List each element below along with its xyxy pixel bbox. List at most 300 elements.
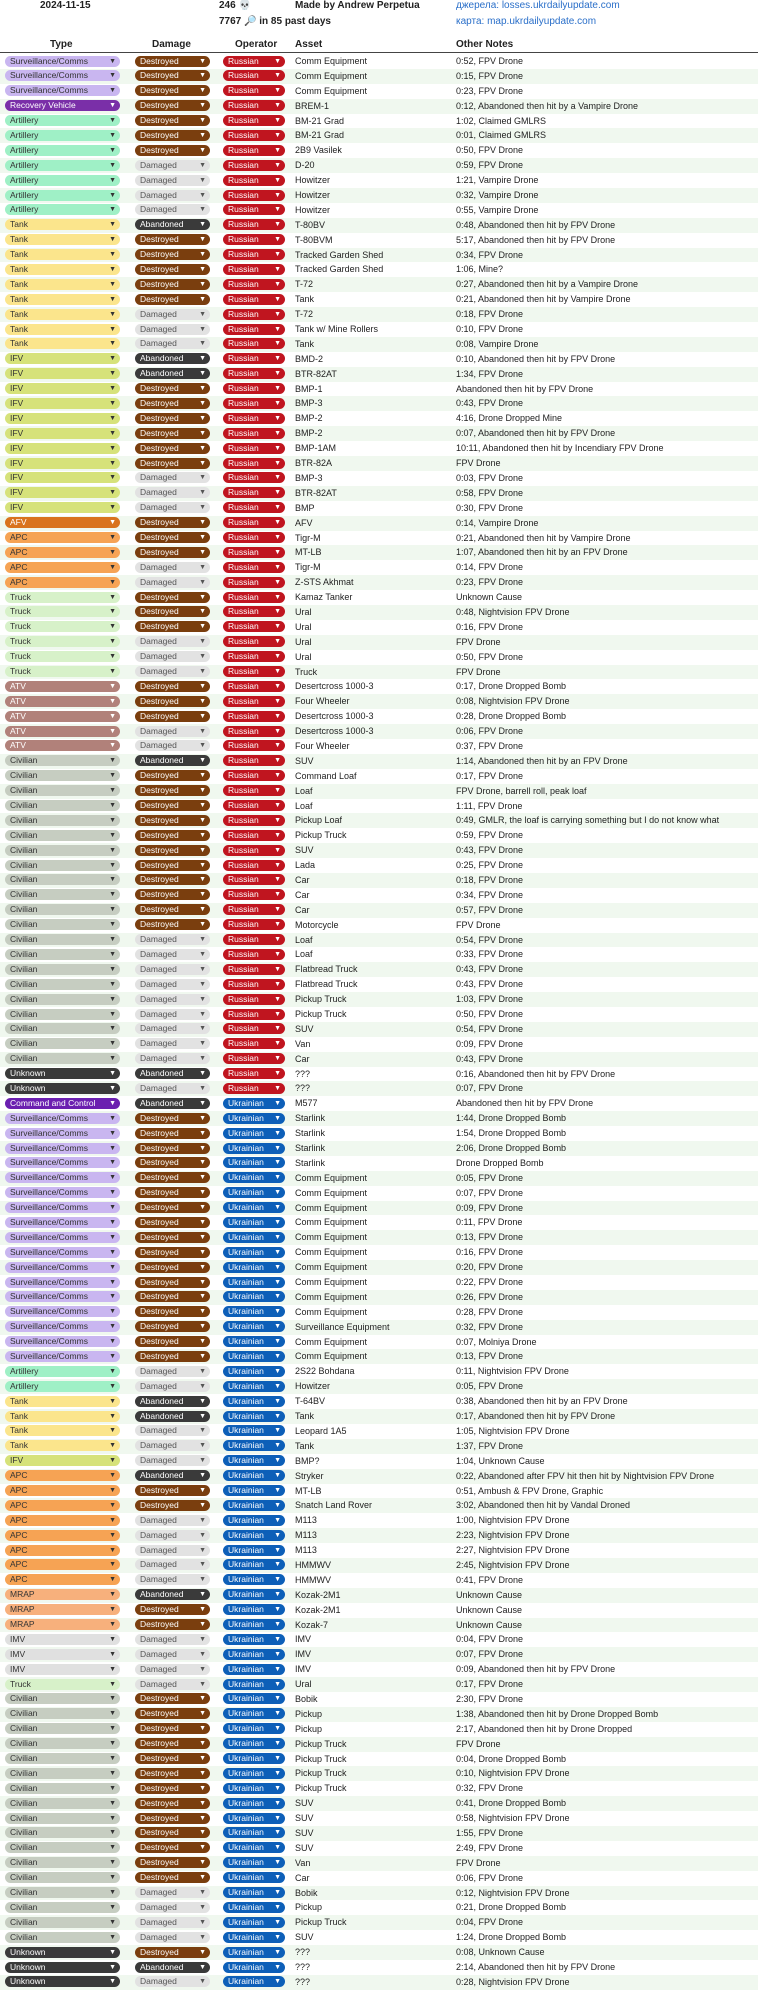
type-select[interactable] (5, 309, 120, 320)
damage-select[interactable] (135, 1157, 210, 1168)
type-select[interactable] (5, 234, 120, 245)
type-select[interactable] (5, 1485, 120, 1496)
damage-select[interactable] (135, 1530, 210, 1541)
damage-select[interactable] (135, 1515, 210, 1526)
damage-select[interactable] (135, 279, 210, 290)
type-select[interactable] (5, 979, 120, 990)
operator-select[interactable] (223, 234, 285, 245)
damage-select[interactable] (135, 800, 210, 811)
operator-select[interactable] (223, 1247, 285, 1258)
type-select[interactable] (5, 56, 120, 67)
type-select[interactable] (5, 1068, 120, 1079)
type-select[interactable] (5, 1604, 120, 1615)
damage-select[interactable] (135, 651, 210, 662)
damage-select[interactable] (135, 1113, 210, 1124)
operator-select[interactable] (223, 1321, 285, 1332)
operator-select[interactable] (223, 577, 285, 588)
operator-select[interactable] (223, 1798, 285, 1809)
operator-select[interactable] (223, 740, 285, 751)
damage-select[interactable] (135, 1679, 210, 1690)
type-select[interactable] (5, 800, 120, 811)
operator-select[interactable] (223, 190, 285, 201)
type-select[interactable] (5, 1932, 120, 1943)
type-select[interactable] (5, 1083, 120, 1094)
operator-select[interactable] (223, 860, 285, 871)
damage-select[interactable] (135, 100, 210, 111)
operator-select[interactable] (223, 1291, 285, 1302)
operator-select[interactable] (223, 383, 285, 394)
damage-select[interactable] (135, 264, 210, 275)
type-select[interactable] (5, 1798, 120, 1809)
damage-select[interactable] (135, 1827, 210, 1838)
type-select[interactable] (5, 1664, 120, 1675)
type-select[interactable] (5, 264, 120, 275)
operator-select[interactable] (223, 1217, 285, 1228)
operator-select[interactable] (223, 1351, 285, 1362)
damage-select[interactable] (135, 1381, 210, 1392)
damage-select[interactable] (135, 130, 210, 141)
type-select[interactable] (5, 1038, 120, 1049)
damage-select[interactable] (135, 175, 210, 186)
damage-select[interactable] (135, 1262, 210, 1273)
damage-select[interactable] (135, 1723, 210, 1734)
damage-select[interactable] (135, 1098, 210, 1109)
type-select[interactable] (5, 1277, 120, 1288)
operator-select[interactable] (223, 696, 285, 707)
operator-select[interactable] (223, 1023, 285, 1034)
type-select[interactable] (5, 517, 120, 528)
type-select[interactable] (5, 1738, 120, 1749)
col-damage-header[interactable]: Damage (152, 39, 191, 50)
type-select[interactable] (5, 279, 120, 290)
operator-select[interactable] (223, 1128, 285, 1139)
type-select[interactable] (5, 994, 120, 1005)
type-select[interactable] (5, 428, 120, 439)
operator-select[interactable] (223, 547, 285, 558)
damage-select[interactable] (135, 1306, 210, 1317)
operator-select[interactable] (223, 324, 285, 335)
operator-select[interactable] (223, 1604, 285, 1615)
operator-select[interactable] (223, 1649, 285, 1660)
operator-select[interactable] (223, 264, 285, 275)
damage-select[interactable] (135, 472, 210, 483)
type-select[interactable] (5, 1872, 120, 1883)
operator-select[interactable] (223, 815, 285, 826)
type-select[interactable] (5, 175, 120, 186)
type-select[interactable] (5, 1753, 120, 1764)
type-select[interactable] (5, 1113, 120, 1124)
damage-select[interactable] (135, 487, 210, 498)
operator-select[interactable] (223, 621, 285, 632)
damage-select[interactable] (135, 1649, 210, 1660)
damage-select[interactable] (135, 1574, 210, 1585)
operator-select[interactable] (223, 651, 285, 662)
damage-select[interactable] (135, 919, 210, 930)
type-select[interactable] (5, 1009, 120, 1020)
damage-select[interactable] (135, 443, 210, 454)
type-select[interactable] (5, 1768, 120, 1779)
operator-select[interactable] (223, 606, 285, 617)
damage-select[interactable] (135, 1277, 210, 1288)
operator-select[interactable] (223, 1753, 285, 1764)
operator-select[interactable] (223, 979, 285, 990)
damage-select[interactable] (135, 190, 210, 201)
operator-select[interactable] (223, 1381, 285, 1392)
type-select[interactable] (5, 1574, 120, 1585)
damage-select[interactable] (135, 1128, 210, 1139)
operator-select[interactable] (223, 204, 285, 215)
damage-select[interactable] (135, 115, 210, 126)
operator-select[interactable] (223, 785, 285, 796)
damage-select[interactable] (135, 234, 210, 245)
type-select[interactable] (5, 815, 120, 826)
type-select[interactable] (5, 1962, 120, 1973)
operator-select[interactable] (223, 755, 285, 766)
type-select[interactable] (5, 770, 120, 781)
operator-select[interactable] (223, 115, 285, 126)
operator-select[interactable] (223, 1545, 285, 1556)
damage-select[interactable] (135, 1917, 210, 1928)
type-select[interactable] (5, 1842, 120, 1853)
operator-select[interactable] (223, 1277, 285, 1288)
type-select[interactable] (5, 860, 120, 871)
operator-select[interactable] (223, 1813, 285, 1824)
operator-select[interactable] (223, 353, 285, 364)
type-select[interactable] (5, 487, 120, 498)
damage-select[interactable] (135, 458, 210, 469)
type-select[interactable] (5, 294, 120, 305)
type-select[interactable] (5, 219, 120, 230)
operator-select[interactable] (223, 1172, 285, 1183)
sources-link[interactable]: джерела: losses.ukrdailyupdate.com (456, 0, 620, 11)
type-select[interactable] (5, 1366, 120, 1377)
type-select[interactable] (5, 1723, 120, 1734)
type-select[interactable] (5, 160, 120, 171)
operator-select[interactable] (223, 1917, 285, 1928)
damage-select[interactable] (135, 815, 210, 826)
damage-select[interactable] (135, 145, 210, 156)
type-select[interactable] (5, 1619, 120, 1630)
damage-select[interactable] (135, 606, 210, 617)
damage-select[interactable] (135, 1396, 210, 1407)
damage-select[interactable] (135, 1798, 210, 1809)
type-select[interactable] (5, 472, 120, 483)
type-select[interactable] (5, 1440, 120, 1451)
operator-select[interactable] (223, 1098, 285, 1109)
operator-select[interactable] (223, 85, 285, 96)
damage-select[interactable] (135, 1738, 210, 1749)
operator-select[interactable] (223, 636, 285, 647)
damage-select[interactable] (135, 666, 210, 677)
operator-select[interactable] (223, 1708, 285, 1719)
damage-select[interactable] (135, 1947, 210, 1958)
operator-select[interactable] (223, 294, 285, 305)
type-select[interactable] (5, 1649, 120, 1660)
type-select[interactable] (5, 413, 120, 424)
type-select[interactable] (5, 1500, 120, 1511)
operator-select[interactable] (223, 1574, 285, 1585)
operator-select[interactable] (223, 1976, 285, 1987)
damage-select[interactable] (135, 740, 210, 751)
damage-select[interactable] (135, 70, 210, 81)
type-select[interactable] (5, 740, 120, 751)
type-select[interactable] (5, 1589, 120, 1600)
col-operator-header[interactable]: Operator (235, 39, 278, 50)
damage-select[interactable] (135, 785, 210, 796)
operator-select[interactable] (223, 1738, 285, 1749)
type-select[interactable] (5, 562, 120, 573)
damage-select[interactable] (135, 1440, 210, 1451)
type-select[interactable] (5, 1411, 120, 1422)
type-select[interactable] (5, 1455, 120, 1466)
type-select[interactable] (5, 592, 120, 603)
col-notes-header[interactable]: Other Notes (456, 39, 514, 50)
operator-select[interactable] (223, 1723, 285, 1734)
operator-select[interactable] (223, 1306, 285, 1317)
damage-select[interactable] (135, 1872, 210, 1883)
type-select[interactable] (5, 904, 120, 915)
damage-select[interactable] (135, 1321, 210, 1332)
damage-select[interactable] (135, 1143, 210, 1154)
damage-select[interactable] (135, 1887, 210, 1898)
damage-select[interactable] (135, 1664, 210, 1675)
type-select[interactable] (5, 1396, 120, 1407)
type-select[interactable] (5, 547, 120, 558)
type-select[interactable] (5, 1783, 120, 1794)
operator-select[interactable] (223, 130, 285, 141)
type-select[interactable] (5, 1857, 120, 1868)
damage-select[interactable] (135, 636, 210, 647)
type-select[interactable] (5, 1306, 120, 1317)
damage-select[interactable] (135, 621, 210, 632)
damage-select[interactable] (135, 711, 210, 722)
operator-select[interactable] (223, 919, 285, 930)
operator-select[interactable] (223, 845, 285, 856)
damage-select[interactable] (135, 577, 210, 588)
operator-select[interactable] (223, 1932, 285, 1943)
operator-select[interactable] (223, 532, 285, 543)
damage-select[interactable] (135, 1619, 210, 1630)
type-select[interactable] (5, 338, 120, 349)
operator-select[interactable] (223, 1202, 285, 1213)
operator-select[interactable] (223, 1783, 285, 1794)
type-select[interactable] (5, 919, 120, 930)
damage-select[interactable] (135, 1842, 210, 1853)
type-select[interactable] (5, 1232, 120, 1243)
operator-select[interactable] (223, 1009, 285, 1020)
damage-select[interactable] (135, 1634, 210, 1645)
damage-select[interactable] (135, 1902, 210, 1913)
operator-select[interactable] (223, 874, 285, 885)
col-type-header[interactable]: Type (50, 39, 73, 50)
operator-select[interactable] (223, 413, 285, 424)
operator-select[interactable] (223, 889, 285, 900)
type-select[interactable] (5, 874, 120, 885)
operator-select[interactable] (223, 1634, 285, 1645)
damage-select[interactable] (135, 85, 210, 96)
damage-select[interactable] (135, 1545, 210, 1556)
damage-select[interactable] (135, 889, 210, 900)
damage-select[interactable] (135, 755, 210, 766)
type-select[interactable] (5, 1425, 120, 1436)
type-select[interactable] (5, 324, 120, 335)
damage-select[interactable] (135, 502, 210, 513)
operator-select[interactable] (223, 368, 285, 379)
type-select[interactable] (5, 889, 120, 900)
damage-select[interactable] (135, 1291, 210, 1302)
operator-select[interactable] (223, 1336, 285, 1347)
damage-select[interactable] (135, 1083, 210, 1094)
operator-select[interactable] (223, 428, 285, 439)
type-select[interactable] (5, 1708, 120, 1719)
type-select[interactable] (5, 755, 120, 766)
type-select[interactable] (5, 934, 120, 945)
operator-select[interactable] (223, 1530, 285, 1541)
operator-select[interactable] (223, 1559, 285, 1570)
type-select[interactable] (5, 1887, 120, 1898)
type-select[interactable] (5, 130, 120, 141)
operator-select[interactable] (223, 1425, 285, 1436)
damage-select[interactable] (135, 309, 210, 320)
damage-select[interactable] (135, 398, 210, 409)
operator-select[interactable] (223, 160, 285, 171)
damage-select[interactable] (135, 1813, 210, 1824)
operator-select[interactable] (223, 1143, 285, 1154)
damage-select[interactable] (135, 413, 210, 424)
operator-select[interactable] (223, 964, 285, 975)
operator-select[interactable] (223, 1053, 285, 1064)
operator-select[interactable] (223, 1470, 285, 1481)
damage-select[interactable] (135, 860, 210, 871)
operator-select[interactable] (223, 1485, 285, 1496)
damage-select[interactable] (135, 1857, 210, 1868)
type-select[interactable] (5, 726, 120, 737)
type-select[interactable] (5, 1143, 120, 1154)
type-select[interactable] (5, 1947, 120, 1958)
type-select[interactable] (5, 1902, 120, 1913)
operator-select[interactable] (223, 1366, 285, 1377)
damage-select[interactable] (135, 532, 210, 543)
operator-select[interactable] (223, 949, 285, 960)
type-select[interactable] (5, 1291, 120, 1302)
type-select[interactable] (5, 577, 120, 588)
type-select[interactable] (5, 949, 120, 960)
type-select[interactable] (5, 1679, 120, 1690)
operator-select[interactable] (223, 934, 285, 945)
damage-select[interactable] (135, 904, 210, 915)
damage-select[interactable] (135, 1962, 210, 1973)
type-select[interactable] (5, 964, 120, 975)
operator-select[interactable] (223, 1664, 285, 1675)
operator-select[interactable] (223, 70, 285, 81)
type-select[interactable] (5, 458, 120, 469)
type-select[interactable] (5, 681, 120, 692)
damage-select[interactable] (135, 1589, 210, 1600)
damage-select[interactable] (135, 1753, 210, 1764)
operator-select[interactable] (223, 770, 285, 781)
damage-select[interactable] (135, 874, 210, 885)
operator-select[interactable] (223, 458, 285, 469)
operator-select[interactable] (223, 800, 285, 811)
damage-select[interactable] (135, 219, 210, 230)
type-select[interactable] (5, 1172, 120, 1183)
operator-select[interactable] (223, 1500, 285, 1511)
type-select[interactable] (5, 398, 120, 409)
damage-select[interactable] (135, 1708, 210, 1719)
damage-select[interactable] (135, 1247, 210, 1258)
type-select[interactable] (5, 1693, 120, 1704)
type-select[interactable] (5, 666, 120, 677)
type-select[interactable] (5, 204, 120, 215)
damage-select[interactable] (135, 1336, 210, 1347)
damage-select[interactable] (135, 324, 210, 335)
operator-select[interactable] (223, 904, 285, 915)
operator-select[interactable] (223, 502, 285, 513)
operator-select[interactable] (223, 1768, 285, 1779)
operator-select[interactable] (223, 592, 285, 603)
operator-select[interactable] (223, 249, 285, 260)
operator-select[interactable] (223, 1872, 285, 1883)
operator-select[interactable] (223, 1038, 285, 1049)
type-select[interactable] (5, 1559, 120, 1570)
operator-select[interactable] (223, 472, 285, 483)
damage-select[interactable] (135, 934, 210, 945)
damage-select[interactable] (135, 368, 210, 379)
operator-select[interactable] (223, 1068, 285, 1079)
type-select[interactable] (5, 1381, 120, 1392)
damage-select[interactable] (135, 830, 210, 841)
type-select[interactable] (5, 1187, 120, 1198)
type-select[interactable] (5, 1336, 120, 1347)
damage-select[interactable] (135, 949, 210, 960)
type-select[interactable] (5, 368, 120, 379)
type-select[interactable] (5, 1157, 120, 1168)
type-select[interactable] (5, 1470, 120, 1481)
operator-select[interactable] (223, 100, 285, 111)
type-select[interactable] (5, 651, 120, 662)
operator-select[interactable] (223, 1083, 285, 1094)
damage-select[interactable] (135, 696, 210, 707)
operator-select[interactable] (223, 1619, 285, 1630)
operator-select[interactable] (223, 1827, 285, 1838)
type-select[interactable] (5, 115, 120, 126)
type-select[interactable] (5, 830, 120, 841)
operator-select[interactable] (223, 1589, 285, 1600)
operator-select[interactable] (223, 398, 285, 409)
type-select[interactable] (5, 711, 120, 722)
damage-select[interactable] (135, 592, 210, 603)
damage-select[interactable] (135, 1783, 210, 1794)
operator-select[interactable] (223, 443, 285, 454)
damage-select[interactable] (135, 770, 210, 781)
type-select[interactable] (5, 1098, 120, 1109)
type-select[interactable] (5, 1530, 120, 1541)
operator-select[interactable] (223, 1679, 285, 1690)
operator-select[interactable] (223, 562, 285, 573)
type-select[interactable] (5, 383, 120, 394)
operator-select[interactable] (223, 1411, 285, 1422)
damage-select[interactable] (135, 160, 210, 171)
damage-select[interactable] (135, 383, 210, 394)
operator-select[interactable] (223, 994, 285, 1005)
damage-select[interactable] (135, 338, 210, 349)
damage-select[interactable] (135, 1500, 210, 1511)
type-select[interactable] (5, 1545, 120, 1556)
type-select[interactable] (5, 1634, 120, 1645)
damage-select[interactable] (135, 1559, 210, 1570)
type-select[interactable] (5, 1217, 120, 1228)
operator-select[interactable] (223, 1113, 285, 1124)
